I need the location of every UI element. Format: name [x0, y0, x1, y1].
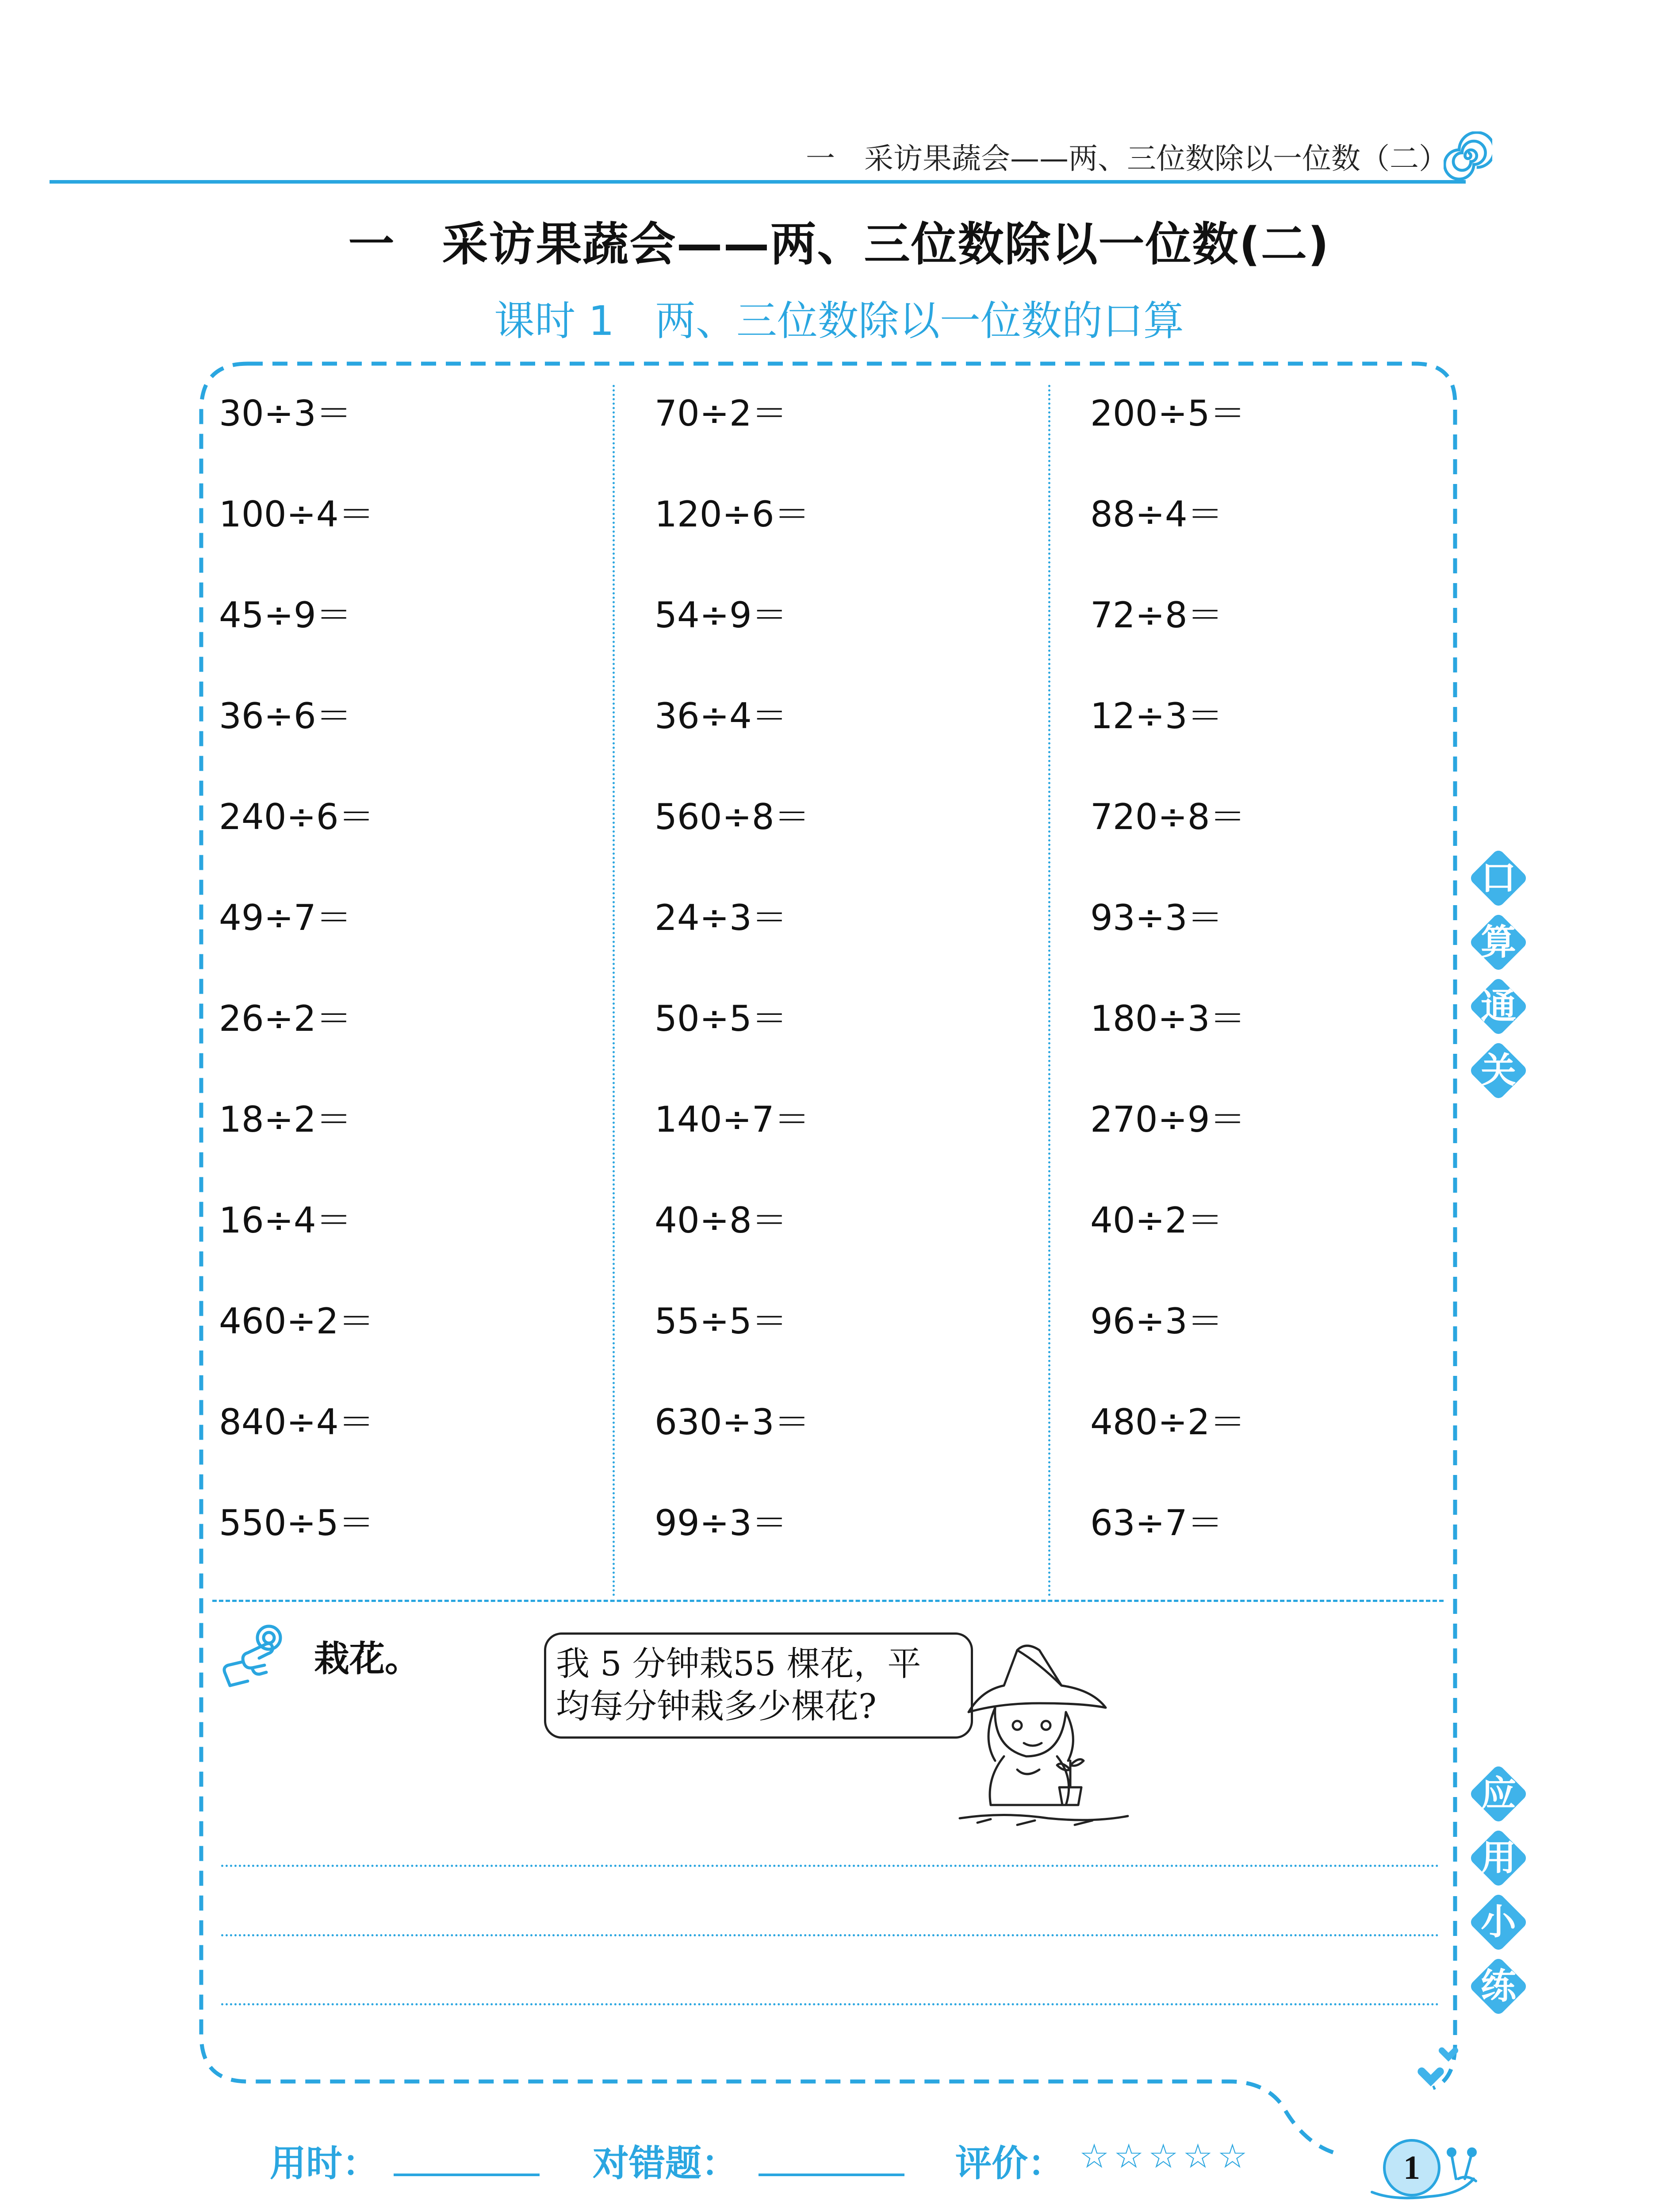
- problem: 560÷8＝: [655, 796, 810, 837]
- problem: 45÷9＝: [219, 595, 352, 636]
- problem: 99÷3＝: [655, 1502, 787, 1544]
- section-divider: [212, 1600, 1444, 1602]
- problem: 96÷3＝: [1090, 1301, 1223, 1342]
- problem: 63÷7＝: [1090, 1502, 1223, 1544]
- errors-blank: [759, 2174, 904, 2176]
- problem: 88÷4＝: [1090, 494, 1223, 535]
- page-number: 1: [1403, 2149, 1420, 2186]
- problem: 24÷3＝: [655, 897, 787, 938]
- problem: 140÷7＝: [655, 1099, 810, 1140]
- speech-bubble: [544, 1632, 973, 1739]
- column-divider: [1048, 385, 1050, 1597]
- side-tab-char: 口: [1481, 857, 1516, 899]
- problem: 460÷2＝: [219, 1301, 374, 1342]
- column-divider: [613, 385, 615, 1597]
- problem: 40÷2＝: [1090, 1200, 1223, 1241]
- problem: 72÷8＝: [1090, 595, 1223, 636]
- side-tab-char: 通: [1481, 986, 1516, 1027]
- problem: 12÷3＝: [1090, 695, 1223, 737]
- speech-line: 均每分钟栽多少棵花?: [556, 1686, 877, 1726]
- problem: 54÷9＝: [655, 595, 787, 636]
- page-number-badge: [1368, 2112, 1483, 2205]
- problem: 36÷6＝: [219, 695, 352, 737]
- problem: 200÷5＝: [1090, 393, 1245, 434]
- answer-line: [221, 2003, 1439, 2005]
- problem: 30÷3＝: [219, 393, 352, 434]
- side-tab-char: 练: [1481, 1966, 1516, 2007]
- side-tab-char: 算: [1481, 922, 1516, 963]
- problem: 16÷4＝: [219, 1200, 352, 1241]
- problem: 93÷3＝: [1090, 897, 1223, 938]
- answer-line: [221, 1865, 1439, 1867]
- problem: 50÷5＝: [655, 998, 787, 1039]
- problem: 49÷7＝: [219, 897, 352, 938]
- side-tab-oral: [1467, 1040, 1529, 1102]
- speech-bubble-text: [556, 1643, 962, 1728]
- problem: 180÷3＝: [1090, 998, 1245, 1039]
- lesson-subtitle: 课时 1 两、三位数除以一位数的口算: [494, 297, 1184, 345]
- speech-line: 我 5 分钟栽55 棵花，平: [556, 1644, 921, 1683]
- page-title: 一 采访果蔬会——两、三位数除以一位数(二): [348, 217, 1330, 271]
- problem: 480÷2＝: [1090, 1402, 1245, 1443]
- problem: 70÷2＝: [655, 393, 787, 434]
- problem: 18÷2＝: [219, 1099, 352, 1140]
- side-tab-application: [1467, 1763, 1529, 1825]
- problem: 120÷6＝: [655, 494, 810, 535]
- pointing-hand-icon: [217, 1619, 296, 1694]
- problem: 630÷3＝: [655, 1402, 810, 1443]
- problem: 550÷5＝: [219, 1502, 374, 1544]
- girl-gardening-illustration: [951, 1637, 1137, 1832]
- side-tab-char: 关: [1481, 1050, 1516, 1091]
- side-tab-char: 用: [1481, 1837, 1516, 1878]
- problem: 55÷5＝: [655, 1301, 787, 1342]
- application-title: 栽花。: [314, 1638, 420, 1679]
- running-head-text: 一 采访果蔬会——两、三位数除以一位数（二）: [806, 142, 1448, 176]
- problem: 40÷8＝: [655, 1200, 787, 1241]
- side-tab-application: [1467, 1891, 1529, 1953]
- problem: 240÷6＝: [219, 796, 374, 837]
- side-tab-char: 应: [1481, 1773, 1516, 1814]
- side-tab-application: [1467, 1827, 1529, 1889]
- problem: 36÷4＝: [655, 695, 787, 737]
- rating-stars: ☆☆☆☆☆: [1079, 2136, 1252, 2176]
- problem: 100÷4＝: [219, 494, 374, 535]
- errors-label: 对错题：: [593, 2143, 738, 2185]
- answer-line: [221, 1934, 1439, 1936]
- side-tab-char: 小: [1481, 1901, 1516, 1943]
- rating-label: 评价：: [955, 2143, 1065, 2185]
- side-tab-application: [1467, 1955, 1529, 2017]
- problem: 720÷8＝: [1090, 796, 1245, 837]
- problem: 840÷4＝: [219, 1402, 374, 1443]
- time-blank: [394, 2174, 540, 2176]
- problem: 26÷2＝: [219, 998, 352, 1039]
- side-tab-oral: [1467, 847, 1529, 909]
- side-tab-oral: [1467, 975, 1529, 1037]
- side-tab-oral: [1467, 911, 1529, 973]
- problem: 270÷9＝: [1090, 1099, 1245, 1140]
- time-label: 用时：: [270, 2143, 379, 2185]
